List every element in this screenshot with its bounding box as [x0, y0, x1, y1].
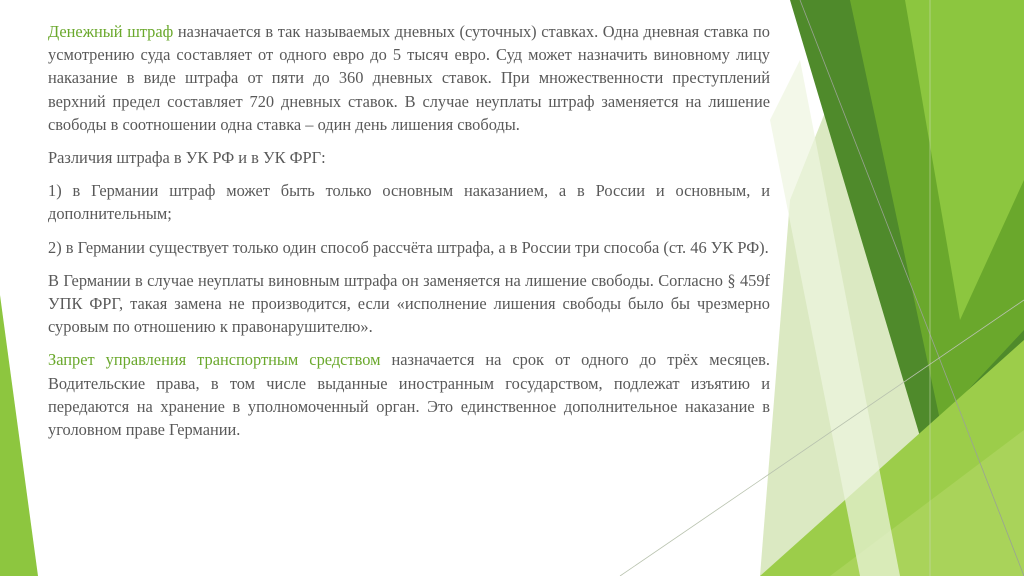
paragraph-differences-heading: Различия штрафа в УК РФ и в УК ФРГ: — [48, 148, 326, 168]
paragraph-driving-ban-text: назначается на срок от одного до трёх месяцев. Водительские права, в том числе выданные иностранным государством, подлежат изъятию и передаются на хранение в уполномоченный орган. Это единственное дополнительное наказание в уголовном праве Германии. — [48, 350, 770, 440]
term-fine: Денежный штраф — [48, 22, 174, 41]
paragraph-fine-text: назначается в так называемых дневных (суточных) ставках. Одна дневная ставка по усмотрению суда составляет от одного евро до 5 тысяч евро. Суд может назначить виновному лицу наказание в виде штрафа от пяти до 360 дневных ставок. При множественности преступлений верхний предел составляет 720 дневных ставок. В случае неуплаты штраф заменяется на лишение свободы в соотношении одна ставка – один день лишения свободы. — [48, 22, 770, 134]
paragraph-difference-2: 2) в Германии существует только один способ рассчёта штрафа, а в России три способа (ст. 46 УК РФ). — [48, 237, 769, 257]
left-green-bar — [0, 295, 38, 576]
paragraph-driving-ban — [48, 348, 770, 441]
paragraph-difference-1: 1) в Германии штраф может быть только основным наказанием, а в России и основным, и дополнительным; — [48, 181, 770, 224]
paragraph-fine — [48, 20, 770, 136]
slide-text — [48, 20, 770, 451]
paragraph-germany-nonpayment: В Германии в случае неуплаты виновным штрафа он заменяется на лишение свободы. Согласно § 459f УПК ФРГ, такая замена не производится, если «исполнение лишения свободы было бы чрезмерно суровым по отношению к правонарушителю». — [48, 270, 770, 337]
term-driving-ban: Запрет управления транспортным средством — [48, 350, 381, 370]
